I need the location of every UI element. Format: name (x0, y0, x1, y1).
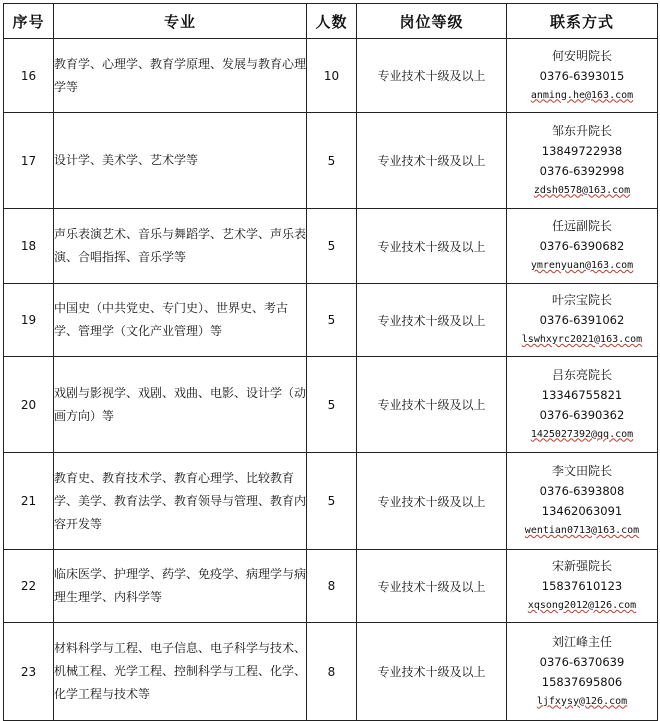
header-level: 岗位等级 (357, 4, 507, 39)
cell-contact (507, 39, 658, 113)
cell-major: 戏剧与影视学、戏剧、戏曲、电影、设计学（动画方向）等 (54, 357, 307, 453)
contact-phone: 15837695806 (541, 674, 623, 689)
table-row (4, 550, 658, 623)
cell-count: 8 (307, 623, 357, 721)
header-major: 专业 (54, 4, 307, 39)
cell-major: 临床医学、护理学、药学、免疫学、病理学与病理生理学、内科学等 (54, 550, 307, 623)
contact-phone: 0376-6391062 (539, 313, 625, 327)
contact-email[interactable]: ljfxysy@126.com (536, 695, 628, 707)
contact-email[interactable]: lswhxyrc2021@163.com (521, 334, 643, 345)
contact-person: 何安明院长 (551, 48, 612, 63)
cell-level: 专业技术十级及以上 (357, 113, 507, 209)
contact-email[interactable]: 1425027392@qq.com (530, 428, 634, 440)
contact-phone: 0376-6390362 (539, 407, 625, 422)
contact-email[interactable]: zdsh0578@163.com (533, 184, 631, 196)
contact-email[interactable]: anming.he@163.com (530, 89, 634, 101)
contact-phone: 13462063091 (541, 504, 623, 518)
table-row (4, 284, 658, 357)
cell-level: 专业技术十级及以上 (357, 357, 507, 453)
contact-person: 任远副院长 (551, 219, 612, 233)
cell-seq: 23 (4, 623, 54, 721)
contact-phone: 0376-6393015 (539, 68, 625, 83)
table-row (4, 623, 658, 721)
contact-person: 李文田院长 (551, 464, 612, 478)
cell-major: 声乐表演艺术、音乐与舞蹈学、艺术学、声乐表演、合唱指挥、音乐学等 (54, 209, 307, 284)
cell-contact (507, 113, 658, 209)
contact-phone: 0376-6390682 (539, 239, 625, 253)
contact-person: 吕东亮院长 (551, 367, 612, 382)
table-row (4, 453, 658, 550)
contact-phone: 0376-6393808 (539, 484, 625, 498)
contact-person: 邹东升院长 (551, 123, 612, 138)
header-count: 人数 (307, 4, 357, 39)
contact-email[interactable]: ymrenyuan@163.com (530, 260, 634, 271)
contact-person: 刘江峰主任 (551, 634, 612, 649)
cell-count: 5 (307, 113, 357, 209)
cell-major: 教育学、心理学、教育学原理、发展与教育心理学等 (54, 39, 307, 113)
header-contact: 联系方式 (507, 4, 658, 39)
contact-phone: 15837610123 (541, 579, 623, 593)
cell-seq: 22 (4, 550, 54, 623)
cell-major: 教育史、教育技术学、教育心理学、比较教育学、美学、教育法学、教育领导与管理、教育内容开发等 (54, 453, 307, 550)
table-row (4, 39, 658, 113)
contact-phone: 0376-6392998 (539, 163, 625, 178)
contact-email[interactable]: xqsong2012@126.com (527, 600, 637, 611)
recruitment-table (3, 3, 658, 721)
table-row (4, 357, 658, 453)
cell-count: 5 (307, 284, 357, 357)
cell-level: 专业技术十级及以上 (357, 453, 507, 550)
table-row (4, 113, 658, 209)
cell-seq: 16 (4, 39, 54, 113)
cell-level: 专业技术十级及以上 (357, 623, 507, 721)
cell-count: 8 (307, 550, 357, 623)
cell-count: 5 (307, 357, 357, 453)
cell-count: 5 (307, 209, 357, 284)
contact-phone: 13849722938 (541, 143, 623, 158)
contact-phone: 0376-6370639 (539, 654, 625, 669)
cell-contact (507, 357, 658, 453)
cell-seq: 21 (4, 453, 54, 550)
table-row (4, 209, 658, 284)
cell-level: 专业技术十级及以上 (357, 550, 507, 623)
cell-contact (507, 453, 658, 550)
cell-contact (507, 209, 658, 284)
cell-count: 5 (307, 453, 357, 550)
cell-major: 材料科学与工程、电子信息、电子科学与技术、机械工程、光学工程、控制科学与工程、化学、化学工程与技术等 (54, 623, 307, 721)
contact-phone: 13346755821 (541, 387, 623, 402)
cell-major: 中国史（中共党史、专门史）、世界史、考古学、管理学（文化产业管理）等 (54, 284, 307, 357)
cell-seq: 18 (4, 209, 54, 284)
cell-seq: 19 (4, 284, 54, 357)
header-row (4, 4, 658, 39)
contact-email[interactable]: wentian0713@163.com (524, 525, 640, 536)
cell-level: 专业技术十级及以上 (357, 209, 507, 284)
cell-count: 10 (307, 39, 357, 113)
contact-person: 宋新强院长 (551, 559, 612, 573)
cell-level: 专业技术十级及以上 (357, 284, 507, 357)
cell-seq: 20 (4, 357, 54, 453)
cell-contact (507, 550, 658, 623)
contact-person: 叶宗宝院长 (551, 293, 612, 307)
header-seq: 序号 (4, 4, 54, 39)
cell-major: 设计学、美术学、艺术学等 (54, 113, 307, 209)
cell-contact (507, 284, 658, 357)
cell-seq: 17 (4, 113, 54, 209)
cell-contact (507, 623, 658, 721)
cell-level: 专业技术十级及以上 (357, 39, 507, 113)
